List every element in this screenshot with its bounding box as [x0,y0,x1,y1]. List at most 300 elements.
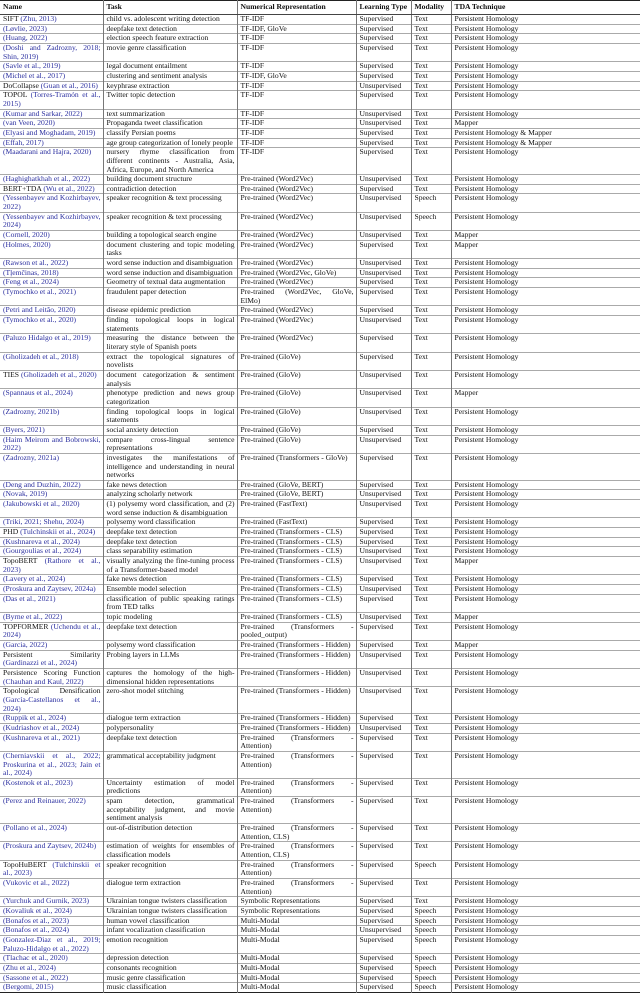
citation-link[interactable]: (Vukovic et al., 2022) [3,878,70,888]
citation-link[interactable]: (Bonafos et al., 2024) [3,925,70,935]
modality-cell: Text [411,71,451,81]
modality-cell: Text [411,687,451,714]
learning-type-cell: Supervised [356,714,411,724]
learning-type-cell: Supervised [356,983,411,993]
learning-type-cell: Supervised [356,62,411,72]
name-cell [0,935,103,953]
tda-technique-cell: Persistent Homology [451,306,640,316]
representation-cell: Multi-Modal [237,935,356,953]
citation-link[interactable]: (Das et al., 2021) [3,593,56,603]
modality-cell: Speech [411,954,451,964]
name-cell [0,500,103,518]
citation-link[interactable]: (Savle et al., 2019) [3,61,61,71]
learning-type-cell: Supervised [356,537,411,547]
task-cell: text summarization [103,109,237,119]
representation-cell: Pre-trained (GloVe) [237,352,356,370]
learning-type-cell: Unsupervised [356,490,411,500]
table-row [0,879,640,897]
task-cell: building a topological search engine [103,231,237,241]
learning-type-cell: Unsupervised [356,119,411,129]
tda-technique-cell: Persistent Homology [451,278,640,288]
learning-type-cell: Supervised [356,860,411,878]
learning-type-cell: Supervised [356,43,411,61]
citation-link[interactable]: (Cherniavskii et al., 2022; Proskurina et al., 2023; Jain et al., 2024) [3,750,101,778]
method-name: DoCollapse [3,80,41,90]
modality-cell: Speech [411,907,451,917]
learning-type-cell: Supervised [356,778,411,796]
citation-link[interactable]: (Tļemčinas, 2018) [3,267,59,277]
method-name: Persistent Similarity [3,649,101,659]
task-cell: clustering and sentiment analysis [103,71,237,81]
tda-technique-cell: Persistent Homology [451,91,640,109]
representation-cell: Multi-Modal [237,963,356,973]
citation-link[interactable]: (Byers, 2021) [3,424,45,434]
task-cell: grammatical acceptability judgment [103,751,237,778]
representation-cell: Multi-Modal [237,916,356,926]
citation-link[interactable]: (Spannaus et al., 2024) [3,388,73,398]
table-row [0,778,640,796]
name-cell [0,435,103,453]
name-cell [0,879,103,897]
table-row [0,231,640,241]
representation-cell: Pre-trained (Word2Vec) [237,175,356,185]
representation-cell: Pre-trained (GloVe) [237,435,356,453]
task-cell: age group categorization of lonely people [103,138,237,148]
modality-cell: Text [411,435,451,453]
task-cell: document categorization & sentiment analysis [103,370,237,388]
tda-technique-cell: Persistent Homology [451,212,640,230]
name-cell [0,407,103,425]
name-cell [0,751,103,778]
table-row [0,138,640,148]
citation-link[interactable]: (Proskura and Zaytsev, 2024a) [3,584,96,594]
tda-technique-cell: Persistent Homology [451,983,640,993]
modality-cell: Text [411,109,451,119]
representation-cell: Pre-trained (Word2Vec) [237,306,356,316]
representation-cell: Pre-trained (Transformers - Attention) [237,879,356,897]
learning-type-cell: Supervised [356,842,411,860]
task-cell: consonants recognition [103,963,237,973]
modality-cell: Speech [411,860,451,878]
method-name: TOPFORMER [3,621,51,631]
task-cell: Geometry of textual data augmentation [103,278,237,288]
tda-technique-cell: Persistent Homology [451,668,640,686]
modality-cell: Text [411,650,451,668]
citation-link[interactable]: (Huang, 2022) [3,33,48,43]
citation-link[interactable]: (Petri and Leitão, 2020) [3,305,76,315]
header-task: Task [103,1,237,15]
representation-cell: TF-IDF, GloVe [237,71,356,81]
representation-cell: Pre-trained (GloVe) [237,389,356,407]
learning-type-cell: Supervised [356,954,411,964]
citation-link[interactable]: (Gholizadeh et al., 2020) [20,369,97,379]
tda-technique-cell: Persistent Homology [451,259,640,269]
citation-link[interactable]: (Maadarani and Hajra, 2020) [3,147,92,157]
table-row [0,306,640,316]
citation-link[interactable]: (Paluzo Hidalgo et al., 2019) [3,333,91,343]
task-cell: investigates the manifestations of intelligence and understanding in neural networks [103,453,237,480]
tda-technique-cell: Persistent Homology [451,15,640,25]
citation-link[interactable]: (Torres-Tramón et al., 2015) [3,90,101,108]
task-cell: Ukrainian tongue twisters classification [103,897,237,907]
citation-link[interactable]: (Zhu et al., 2024) [3,962,56,972]
learning-type-cell: Supervised [356,480,411,490]
task-cell: speaker recognition & text processing [103,194,237,212]
citation-link[interactable]: (Perez and Reinauer, 2022) [3,796,86,806]
learning-type-cell: Supervised [356,622,411,640]
name-cell [0,687,103,714]
tda-technique-cell: Persistent Homology [451,62,640,72]
learning-type-cell: Unsupervised [356,316,411,334]
citation-link[interactable]: (Chauhan and Kaul, 2022) [3,676,84,686]
task-cell: polypersonality [103,723,237,733]
learning-type-cell: Unsupervised [356,723,411,733]
task-cell: polysemy word classification [103,640,237,650]
name-cell [0,91,103,109]
modality-cell: Text [411,897,451,907]
citation-link[interactable]: (Rawson et al., 2022) [3,258,69,268]
citation-link[interactable]: (Feng et al., 2024) [3,277,59,287]
representation-cell: Pre-trained (Word2Vec) [237,194,356,212]
tda-technique-cell: Persistent Homology [451,594,640,612]
learning-type-cell: Supervised [356,278,411,288]
citation-link[interactable]: (Gholizadeh et al., 2018) [3,351,79,361]
table-row [0,860,640,878]
citation-link[interactable]: (Triki, 2021; Shehu, 2024) [3,517,84,527]
name-cell [0,453,103,480]
representation-cell: Pre-trained (Word2Vec) [237,278,356,288]
learning-type-cell: Unsupervised [356,500,411,518]
tda-technique-cell: Persistent Homology [451,268,640,278]
task-cell: extract the topological signatures of novelists [103,352,237,370]
header-modality: Modality [411,1,451,15]
task-cell: music classification [103,983,237,993]
citation-link[interactable]: (Gardinazzi et al., 2024) [3,658,78,668]
citation-link[interactable]: (Garcia, 2022) [3,639,48,649]
representation-cell: Multi-Modal [237,973,356,983]
representation-cell: Pre-trained (GloVe, BERT) [237,480,356,490]
name-cell [0,148,103,175]
representation-cell: TF-IDF [237,128,356,138]
representation-cell: TF-IDF [237,138,356,148]
citation-link[interactable]: (Zadrozny, 2021b) [3,406,60,416]
table-row [0,212,640,230]
citation-link[interactable]: (Tulchinskii et al., 2023) [3,859,101,878]
task-cell: fake news detection [103,480,237,490]
citation-link[interactable]: (Elyasi and Moghadam, 2019) [3,127,96,137]
tda-technique-cell: Persistent Homology [451,842,640,860]
learning-type-cell: Supervised [356,528,411,538]
task-cell: building document structure [103,175,237,185]
citation-link[interactable]: (Zadrozny, 2021a) [3,452,60,462]
tda-technique-cell: Persistent Homology & Mapper [451,138,640,148]
representation-cell: Pre-trained (Transformers - Attention) [237,751,356,778]
representation-cell: Pre-trained (Transformers - Attention) [237,797,356,824]
table-row [0,490,640,500]
task-cell: fraudulent paper detection [103,288,237,306]
representation-cell: TF-IDF [237,62,356,72]
representation-cell: Pre-trained (Word2Vec) [237,259,356,269]
name-cell [0,316,103,334]
table-row [0,109,640,119]
citation-link[interactable]: (Cornell, 2020) [3,230,50,240]
learning-type-cell: Unsupervised [356,407,411,425]
task-cell: deepfake text detection [103,622,237,640]
tda-technique-cell: Persistent Homology [451,585,640,595]
learning-type-cell: Unsupervised [356,81,411,91]
representation-cell: TF-IDF [237,119,356,129]
citation-link[interactable]: (Gourgoulias et al., 2024) [3,546,82,556]
representation-cell: TF-IDF [237,43,356,61]
task-cell: classify Persian poems [103,128,237,138]
citation-link[interactable]: (García-Castellanos et al., 2024) [3,694,101,713]
tda-technique-cell: Mapper [451,557,640,575]
tda-technique-cell: Mapper [451,119,640,129]
header-name: Name [0,1,103,15]
header-learning-type: Learning Type [356,1,411,15]
header-numerical-representation: Numerical Representation [237,1,356,15]
citation-link[interactable]: (Deng and Duzhin, 2022) [3,479,81,489]
learning-type-cell: Unsupervised [356,389,411,407]
citation-link[interactable]: (Wu et al., 2022) [43,183,95,193]
task-cell: Ukrainian tongue twisters classification [103,907,237,917]
representation-cell: Pre-trained (Transformers - CLS) [237,613,356,623]
modality-cell: Text [411,668,451,686]
representation-cell: Pre-trained (Transformers - Attention, CLS) [237,824,356,842]
modality-cell: Speech [411,935,451,953]
task-cell: Propaganda tweet classification [103,119,237,129]
citation-link[interactable]: (Yessenbayev and Kozhirbayev, 2022) [3,193,101,212]
name-cell [0,860,103,878]
modality-cell: Text [411,518,451,528]
representation-cell: Pre-trained (Transformers - CLS) [237,585,356,595]
citation-link[interactable]: (Holmes, 2020) [3,239,51,249]
tda-technique-cell: Persistent Homology [451,723,640,733]
representation-cell: Pre-trained (Transformers - Attention) [237,733,356,751]
learning-type-cell: Unsupervised [356,231,411,241]
table-row [0,352,640,370]
tda-technique-cell: Persistent Homology [451,897,640,907]
citation-link[interactable]: (Tlachac et al., 2020) [3,953,68,963]
learning-type-cell: Supervised [356,751,411,778]
table-row [0,585,640,595]
task-cell: compare cross-lingual sentence representations [103,435,237,453]
task-cell: dialogue term extraction [103,879,237,897]
citation-link[interactable]: (Tymochko et al., 2021) [3,287,77,297]
representation-cell: Pre-trained (Transformers - Hidden) [237,668,356,686]
task-cell: dialogue term extraction [103,714,237,724]
citation-link[interactable]: (Pollano et al., 2024) [3,823,67,833]
tda-technique-cell: Persistent Homology [451,860,640,878]
modality-cell: Text [411,128,451,138]
representation-cell: Pre-trained (Transformers - CLS) [237,528,356,538]
modality-cell: Text [411,723,451,733]
modality-cell: Text [411,389,451,407]
modality-cell: Speech [411,926,451,936]
tda-technique-cell: Persistent Homology [451,500,640,518]
learning-type-cell: Supervised [356,935,411,953]
citation-link[interactable]: (Bonafos et al., 2023) [3,915,70,925]
task-cell: word sense induction and disambiguation [103,259,237,269]
learning-type-cell: Supervised [356,824,411,842]
citation-link[interactable]: (Løvlie, 2023) [3,23,47,33]
representation-cell: Pre-trained (GloVe) [237,370,356,388]
tda-technique-cell: Persistent Homology [451,907,640,917]
modality-cell: Text [411,24,451,34]
citation-link[interactable]: (Kovaliuk et al., 2024) [3,906,72,915]
header-tda-technique: TDA Technique [451,1,640,15]
task-cell: keyphrase extraction [103,81,237,91]
citation-link[interactable]: (Proskura and Zaytsev, 2024b) [3,841,97,851]
modality-cell: Text [411,91,451,109]
citation-link[interactable]: (Sassone et al., 2022) [3,972,69,982]
citation-link[interactable]: (Zhu, 2013) [20,14,57,23]
task-cell: topic modeling [103,613,237,623]
modality-cell: Text [411,490,451,500]
table-row [0,119,640,129]
modality-cell: Text [411,500,451,518]
modality-cell: Text [411,824,451,842]
learning-type-cell: Supervised [356,907,411,917]
learning-type-cell: Unsupervised [356,370,411,388]
table-row [0,175,640,185]
representation-cell: Pre-trained (GloVe) [237,425,356,435]
representation-cell: TF-IDF [237,34,356,44]
representation-cell: Symbolic Representations [237,907,356,917]
citation-link[interactable]: (Effah, 2017) [3,137,44,147]
learning-type-cell: Supervised [356,24,411,34]
table-row [0,842,640,860]
name-cell [0,288,103,306]
citation-link[interactable]: (Lavery et al., 2024) [3,574,66,584]
task-cell: nursery rhyme classification from different continents - Australia, Asia, Africa, Europe, and North America [103,148,237,175]
method-name: PHD [3,527,21,537]
table-row [0,594,640,612]
citation-link[interactable]: (Novak, 2019) [3,489,48,499]
table-row [0,723,640,733]
tda-technique-cell: Persistent Homology [451,175,640,185]
citation-link[interactable]: (Kostenok et al., 2023) [3,777,73,787]
representation-cell: Pre-trained (Transformers - GloVe) [237,453,356,480]
representation-cell: Pre-trained (Transformers - CLS) [237,557,356,575]
citation-link[interactable]: (Michel et al., 2017) [3,70,66,80]
modality-cell: Text [411,733,451,751]
modality-cell: Text [411,352,451,370]
representation-cell: Pre-trained (Transformers - CLS) [237,537,356,547]
citation-link[interactable]: (Uchendu et al., 2024) [3,621,101,640]
table-row [0,288,640,306]
tda-technique-cell: Persistent Homology [451,973,640,983]
citation-link[interactable]: (Haghighatkhah et al., 2022) [3,174,91,184]
citation-link[interactable]: (Kudriashov et al., 2024) [3,722,80,732]
citation-link[interactable]: (Yessenbayev and Kozhirbayev, 2024) [3,211,101,230]
table-row [0,528,640,538]
tda-technique-cell: Persistent Homology [451,778,640,796]
citation-link[interactable]: (Kushnareva et al., 2021) [3,732,80,742]
citation-link[interactable]: (Ruppik et al., 2024) [3,713,67,723]
learning-type-cell: Unsupervised [356,585,411,595]
modality-cell: Text [411,585,451,595]
citation-link[interactable]: (Guan et al., 2016) [40,80,98,90]
table-row [0,687,640,714]
learning-type-cell: Supervised [356,640,411,650]
tda-technique-cell: Persistent Homology [451,370,640,388]
table-row [0,62,640,72]
tda-technique-cell: Persistent Homology [451,879,640,897]
task-cell: child vs. adolescent writing detection [103,15,237,25]
table-row [0,954,640,964]
citation-link[interactable]: (Haim Meirom and Bobrowski, 2022) [3,434,101,453]
name-cell [0,797,103,824]
citation-link[interactable]: (Kushnareva et al., 2024) [3,536,80,546]
modality-cell: Text [411,138,451,148]
name-cell [0,194,103,212]
representation-cell: TF-IDF [237,148,356,175]
task-cell: spam detection, grammatical acceptability judgment, and movie sentiment analysis [103,797,237,824]
tda-technique-cell: Mapper [451,613,640,623]
learning-type-cell: Unsupervised [356,650,411,668]
citation-link[interactable]: (Byrne et al., 2022) [3,612,63,621]
representation-cell: Pre-trained (GloVe) [237,407,356,425]
citation-link[interactable]: (Bergomi, 2015) [3,982,54,992]
name-cell [0,334,103,352]
tda-technique-cell: Persistent Homology [451,81,640,91]
task-cell: human vowel classification [103,916,237,926]
task-cell: finding topological loops in logical statements [103,407,237,425]
tda-technique-cell: Persistent Homology [451,733,640,751]
table-row [0,733,640,751]
citation-link[interactable]: (Jakubowski et al., 2020) [3,499,80,509]
learning-type-cell: Supervised [356,797,411,824]
tda-technique-cell: Persistent Homology [451,916,640,926]
representation-cell: TF-IDF [237,109,356,119]
citation-link[interactable]: (Rathore et al., 2023) [3,556,101,574]
modality-cell: Text [411,640,451,650]
learning-type-cell: Unsupervised [356,268,411,278]
learning-type-cell: Unsupervised [356,109,411,119]
table-row [0,148,640,175]
modality-cell: Text [411,184,451,194]
tda-technique-cell: Persistent Homology [451,184,640,194]
citation-link[interactable]: (Gonzalez-Diaz et al., 2019; Paluzo-Hidalgo et al., 2022) [3,934,101,953]
task-cell: out-of-distribution detection [103,824,237,842]
tda-technique-cell: Persistent Homology [451,24,640,34]
citation-link[interactable]: (Tymochko et al., 2020) [3,315,77,324]
learning-type-cell: Supervised [356,306,411,316]
task-cell: analyzing scholarly network [103,490,237,500]
citation-link[interactable]: (van Veen, 2020) [3,118,55,128]
representation-cell: Pre-trained (Word2Vec) [237,184,356,194]
learning-type-cell: Unsupervised [356,613,411,623]
modality-cell: Text [411,778,451,796]
learning-type-cell: Unsupervised [356,547,411,557]
modality-cell: Text [411,43,451,61]
citation-link[interactable]: (Yurchuk and Gurnik, 2023) [3,896,90,906]
task-cell: movie genre classification [103,43,237,61]
table-row [0,240,640,258]
name-cell [0,778,103,796]
name-cell [0,43,103,61]
name-cell [0,212,103,230]
tda-technique-cell: Persistent Homology [451,528,640,538]
citation-link[interactable]: (Doshi and Zadrozny, 2018; Shin, 2019) [3,42,101,61]
citation-link[interactable]: (Kumar and Sarkar, 2022) [3,108,83,118]
representation-cell: Pre-trained (Word2Vec, GloVe) [237,268,356,278]
table-row [0,897,640,907]
citation-link[interactable]: (Tulchinskii et al., 2024) [20,527,96,537]
modality-cell: Text [411,278,451,288]
task-cell: contradiction detection [103,184,237,194]
